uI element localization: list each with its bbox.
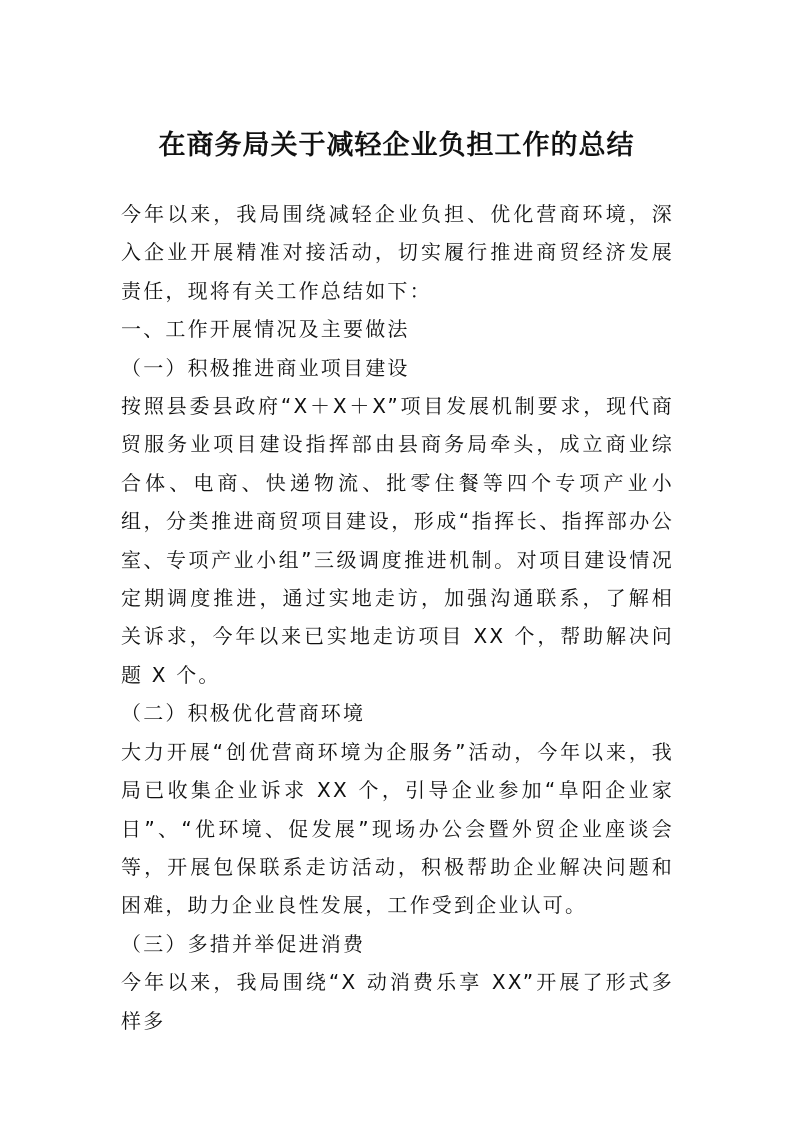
subsection-paragraph-1: 按照县委县政府“X＋X＋X”项目发展机制要求，现代商贸服务业项目建设指挥部由县商务局牵头，成立商业综合体、电商、快递物流、批零住餐等四个专项产业小组，分类推进商贸项目建设，形成“指挥长、指挥部办公室、专项产业小组”三级调度推进机制。对项目建设情况定期调度推进，通过实地走访，加强沟通联系，了解相关诉求，今年以来已实地走访项目 XX 个，帮助解决问题 X 个。 [121,394,674,687]
document-title: 在商务局关于减轻企业负担工作的总结 [158,130,635,161]
intro-paragraph: 今年以来，我局围绕减轻企业负担、优化营商环境，深入企业开展精准对接活动，切实履行推进商贸经济发展责任，现将有关工作总结如下： [121,202,674,303]
subsection-paragraph-2: 大力开展“创优营商环境为企服务”活动，今年以来，我局已收集企业诉求 XX 个，引导企业参加“阜阳企业家日”、“优环境、促发展”现场办公会暨外贸企业座谈会等，开展包保联系走访活动，积极帮助企业解决问题和困难，助力企业良性发展，工作受到企业认可。 [121,739,674,918]
subsection-paragraph-3: 今年以来，我局围绕“X 动消费乐享 XX”开展了形式多样多 [121,970,674,1033]
subsection-heading-1: （一）积极推进商业项目建设 [121,355,410,380]
subsection-heading-2: （二）积极优化营商环境 [121,701,366,726]
subsection-heading-3: （三）多措并举促进消费 [121,931,366,956]
document-body [121,195,674,1040]
section-heading-1: 一、工作开展情况及主要做法 [121,317,410,342]
